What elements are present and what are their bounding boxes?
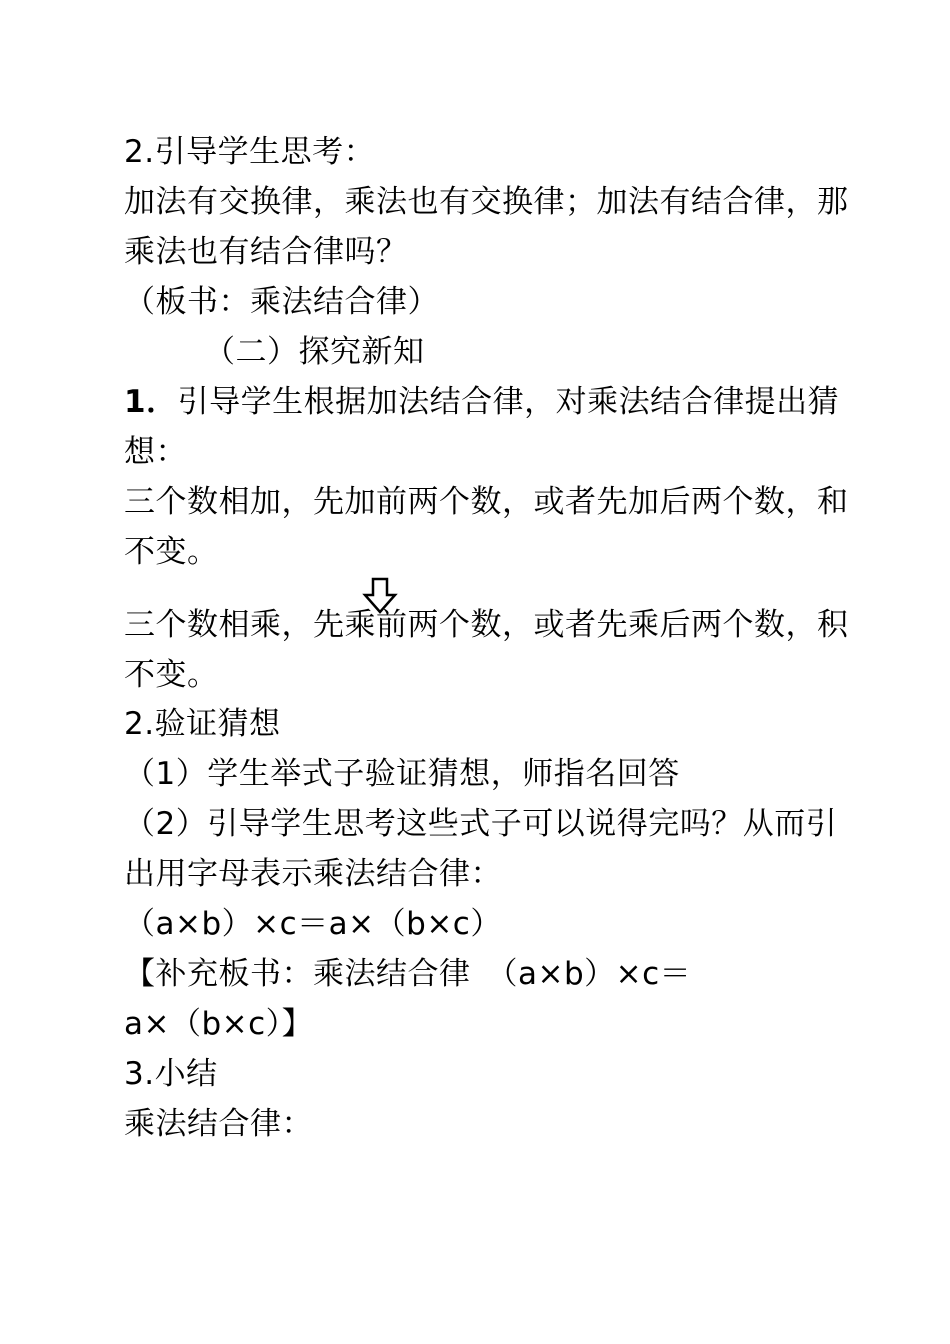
- supplement-board-line-1: 【补充板书：乘法结合律 （a×b）×c＝: [124, 956, 692, 992]
- question-line-2: 乘法也有结合律吗？: [124, 234, 408, 270]
- multiplication-rule-line-2: 不变。: [124, 657, 219, 693]
- formula: （a×b）×c＝a×（b×c）: [124, 906, 502, 942]
- summary-text: 乘法结合律：: [124, 1106, 313, 1142]
- board-note: （板书：乘法结合律）: [124, 284, 439, 320]
- verify-item-1: （1）学生举式子验证猜想，师指名回答: [124, 756, 680, 792]
- verify-heading: 2.验证猜想: [124, 706, 281, 742]
- addition-rule-line-2: 不变。: [124, 534, 219, 570]
- addition-rule-line-1: 三个数相加，先加前两个数，或者先加后两个数，和: [124, 484, 849, 520]
- step-2-heading: 2.引导学生思考：: [124, 134, 376, 170]
- verify-item-2-line-2: 出用字母表示乘法结合律：: [124, 856, 502, 892]
- supplement-board-line-2: a×（b×c）】: [124, 1006, 314, 1042]
- multiplication-rule-line-1: 三个数相乘，先乘前两个数，或者先乘后两个数，积: [124, 607, 849, 643]
- section-heading-explore: （二）探究新知: [204, 334, 425, 370]
- question-line-1: 加法有交换律，乘法也有交换律；加法有结合律，那: [124, 184, 849, 220]
- summary-heading: 3.小结: [124, 1056, 218, 1092]
- step-1-number: 1．: [124, 384, 178, 420]
- step-1-line-1: [124, 380, 839, 424]
- step-1-line-2: 想：: [124, 434, 187, 470]
- step-1-text: 引导学生根据加法结合律，对乘法结合律提出猜: [177, 384, 840, 420]
- verify-item-2-line-1: （2）引导学生思考这些式子可以说得完吗？从而引: [124, 806, 838, 842]
